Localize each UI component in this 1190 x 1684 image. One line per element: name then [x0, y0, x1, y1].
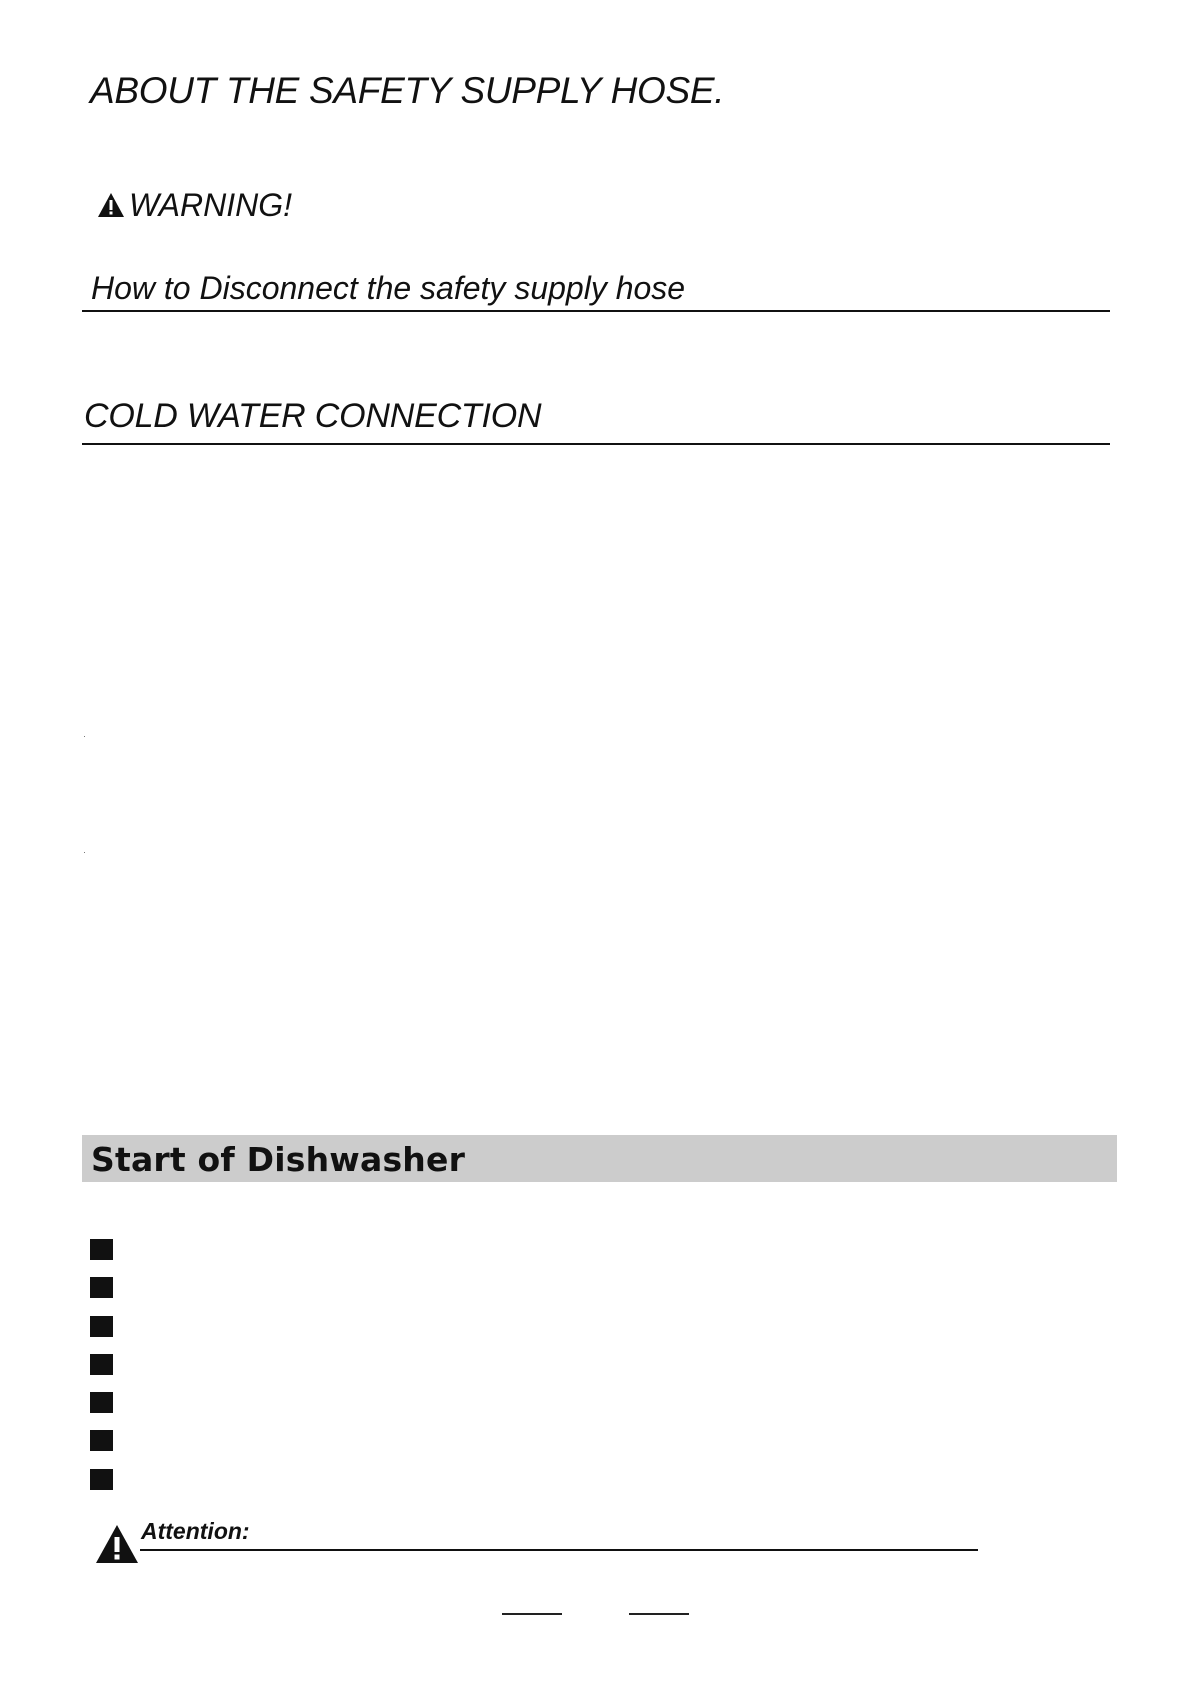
- divider: [82, 443, 1110, 445]
- square-bullet-icon: [90, 1277, 113, 1298]
- start-bullet-list: [90, 1239, 113, 1507]
- square-bullet-icon: [90, 1316, 113, 1337]
- warning-label: WARNING!: [129, 186, 292, 223]
- warning-triangle-icon: [95, 1524, 139, 1564]
- divider: [140, 1549, 978, 1551]
- square-bullet-icon: [90, 1430, 113, 1451]
- main-title: ABOUT THE SAFETY SUPPLY HOSE.: [90, 70, 725, 111]
- square-bullet-icon: [90, 1392, 113, 1413]
- cold-water-heading: COLD WATER CONNECTION: [84, 397, 542, 435]
- warning-heading: [97, 185, 292, 225]
- square-bullet-icon: [90, 1469, 113, 1490]
- disconnect-heading: How to Disconnect the safety supply hose: [91, 270, 686, 306]
- attention-label: Attention:: [141, 1518, 250, 1544]
- start-section-banner: [82, 1135, 1117, 1182]
- scan-speck: [84, 736, 85, 737]
- square-bullet-icon: [90, 1354, 113, 1375]
- start-section-title: Start of Dishwasher: [91, 1140, 466, 1179]
- warning-triangle-icon: [97, 192, 125, 218]
- square-bullet-icon: [90, 1239, 113, 1260]
- blank-line: [502, 1613, 562, 1615]
- scan-speck: [84, 852, 85, 853]
- divider: [82, 310, 1110, 312]
- blank-line: [629, 1613, 689, 1615]
